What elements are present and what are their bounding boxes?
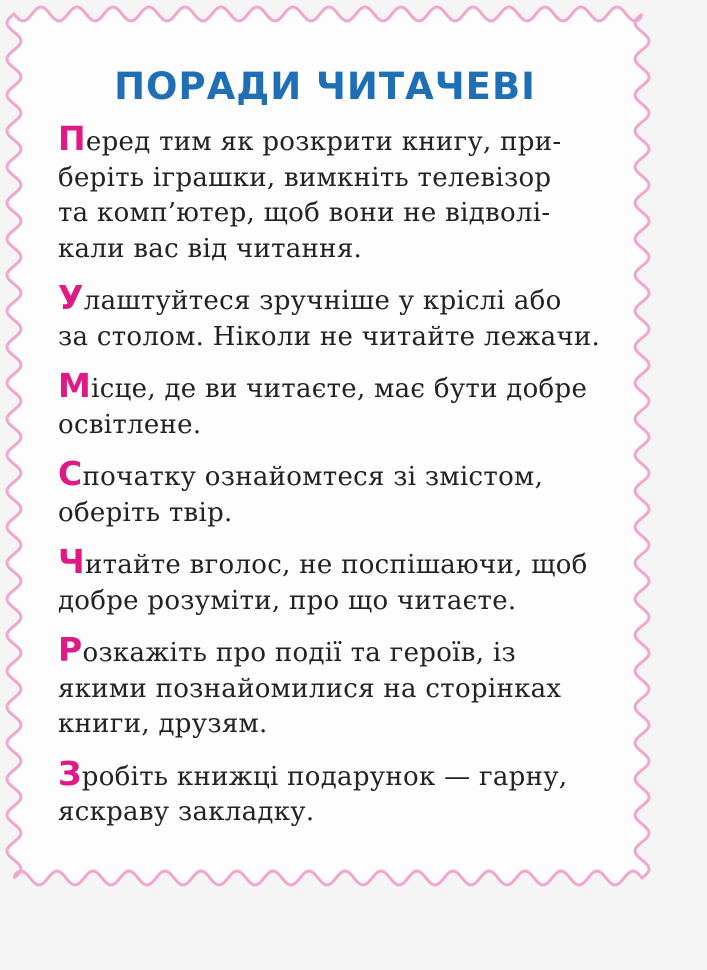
tip-line: кали вас від читання. bbox=[58, 233, 363, 264]
tip-initial: Р bbox=[58, 630, 83, 669]
tip-line: Улаштуйтеся зручніше у кріслі або bbox=[58, 278, 562, 317]
tip-initial: М bbox=[58, 366, 92, 405]
tip-initial: З bbox=[58, 753, 82, 793]
tip-line: Читайте вголос, не поспішаючи, щоб bbox=[58, 542, 588, 581]
tip-line: Спочатку ознайомтеся зі змістом, bbox=[58, 454, 544, 493]
tip-line: Зробіть книжці подарунок — гарну, bbox=[58, 753, 568, 793]
tip-5 bbox=[58, 542, 638, 619]
tip-initial: С bbox=[58, 454, 83, 493]
tip-line: якими познайомилися на сторінках bbox=[58, 673, 562, 704]
tips-list bbox=[58, 119, 638, 847]
tip-line: та комп’ютер, щоб вони не відволі- bbox=[58, 198, 551, 228]
tip-line: яскраву закладку. bbox=[58, 797, 315, 827]
tip-initial: П bbox=[58, 119, 86, 158]
tip-initial: Ч bbox=[58, 542, 85, 581]
tip-3 bbox=[58, 366, 638, 443]
tip-4 bbox=[58, 454, 638, 531]
tip-6 bbox=[58, 630, 638, 743]
tip-2 bbox=[58, 278, 638, 355]
tip-initial: У bbox=[58, 278, 84, 317]
tip-line: добре розуміти, про що читаєте. bbox=[58, 585, 517, 616]
tip-line: за столом. Ніколи не читайте лежачи. bbox=[58, 321, 601, 352]
tip-1 bbox=[58, 119, 638, 267]
tip-line: Місце, де ви читаєте, має бути добре bbox=[58, 366, 588, 405]
tip-line: Перед тим як розкрити книгу, при- bbox=[58, 119, 562, 158]
tip-line: книги, друзям. bbox=[58, 709, 268, 739]
tip-line: Розкажіть про події та героїв, із bbox=[58, 630, 516, 669]
tip-line: беріть іграшки, вимкніть телевізор bbox=[58, 162, 552, 193]
tip-7 bbox=[58, 753, 638, 831]
tip-line: оберіть твір. bbox=[58, 497, 233, 528]
page-title: ПОРАДИ ЧИТАЧЕВІ bbox=[114, 65, 536, 108]
tip-line: освітлене. bbox=[58, 409, 202, 440]
